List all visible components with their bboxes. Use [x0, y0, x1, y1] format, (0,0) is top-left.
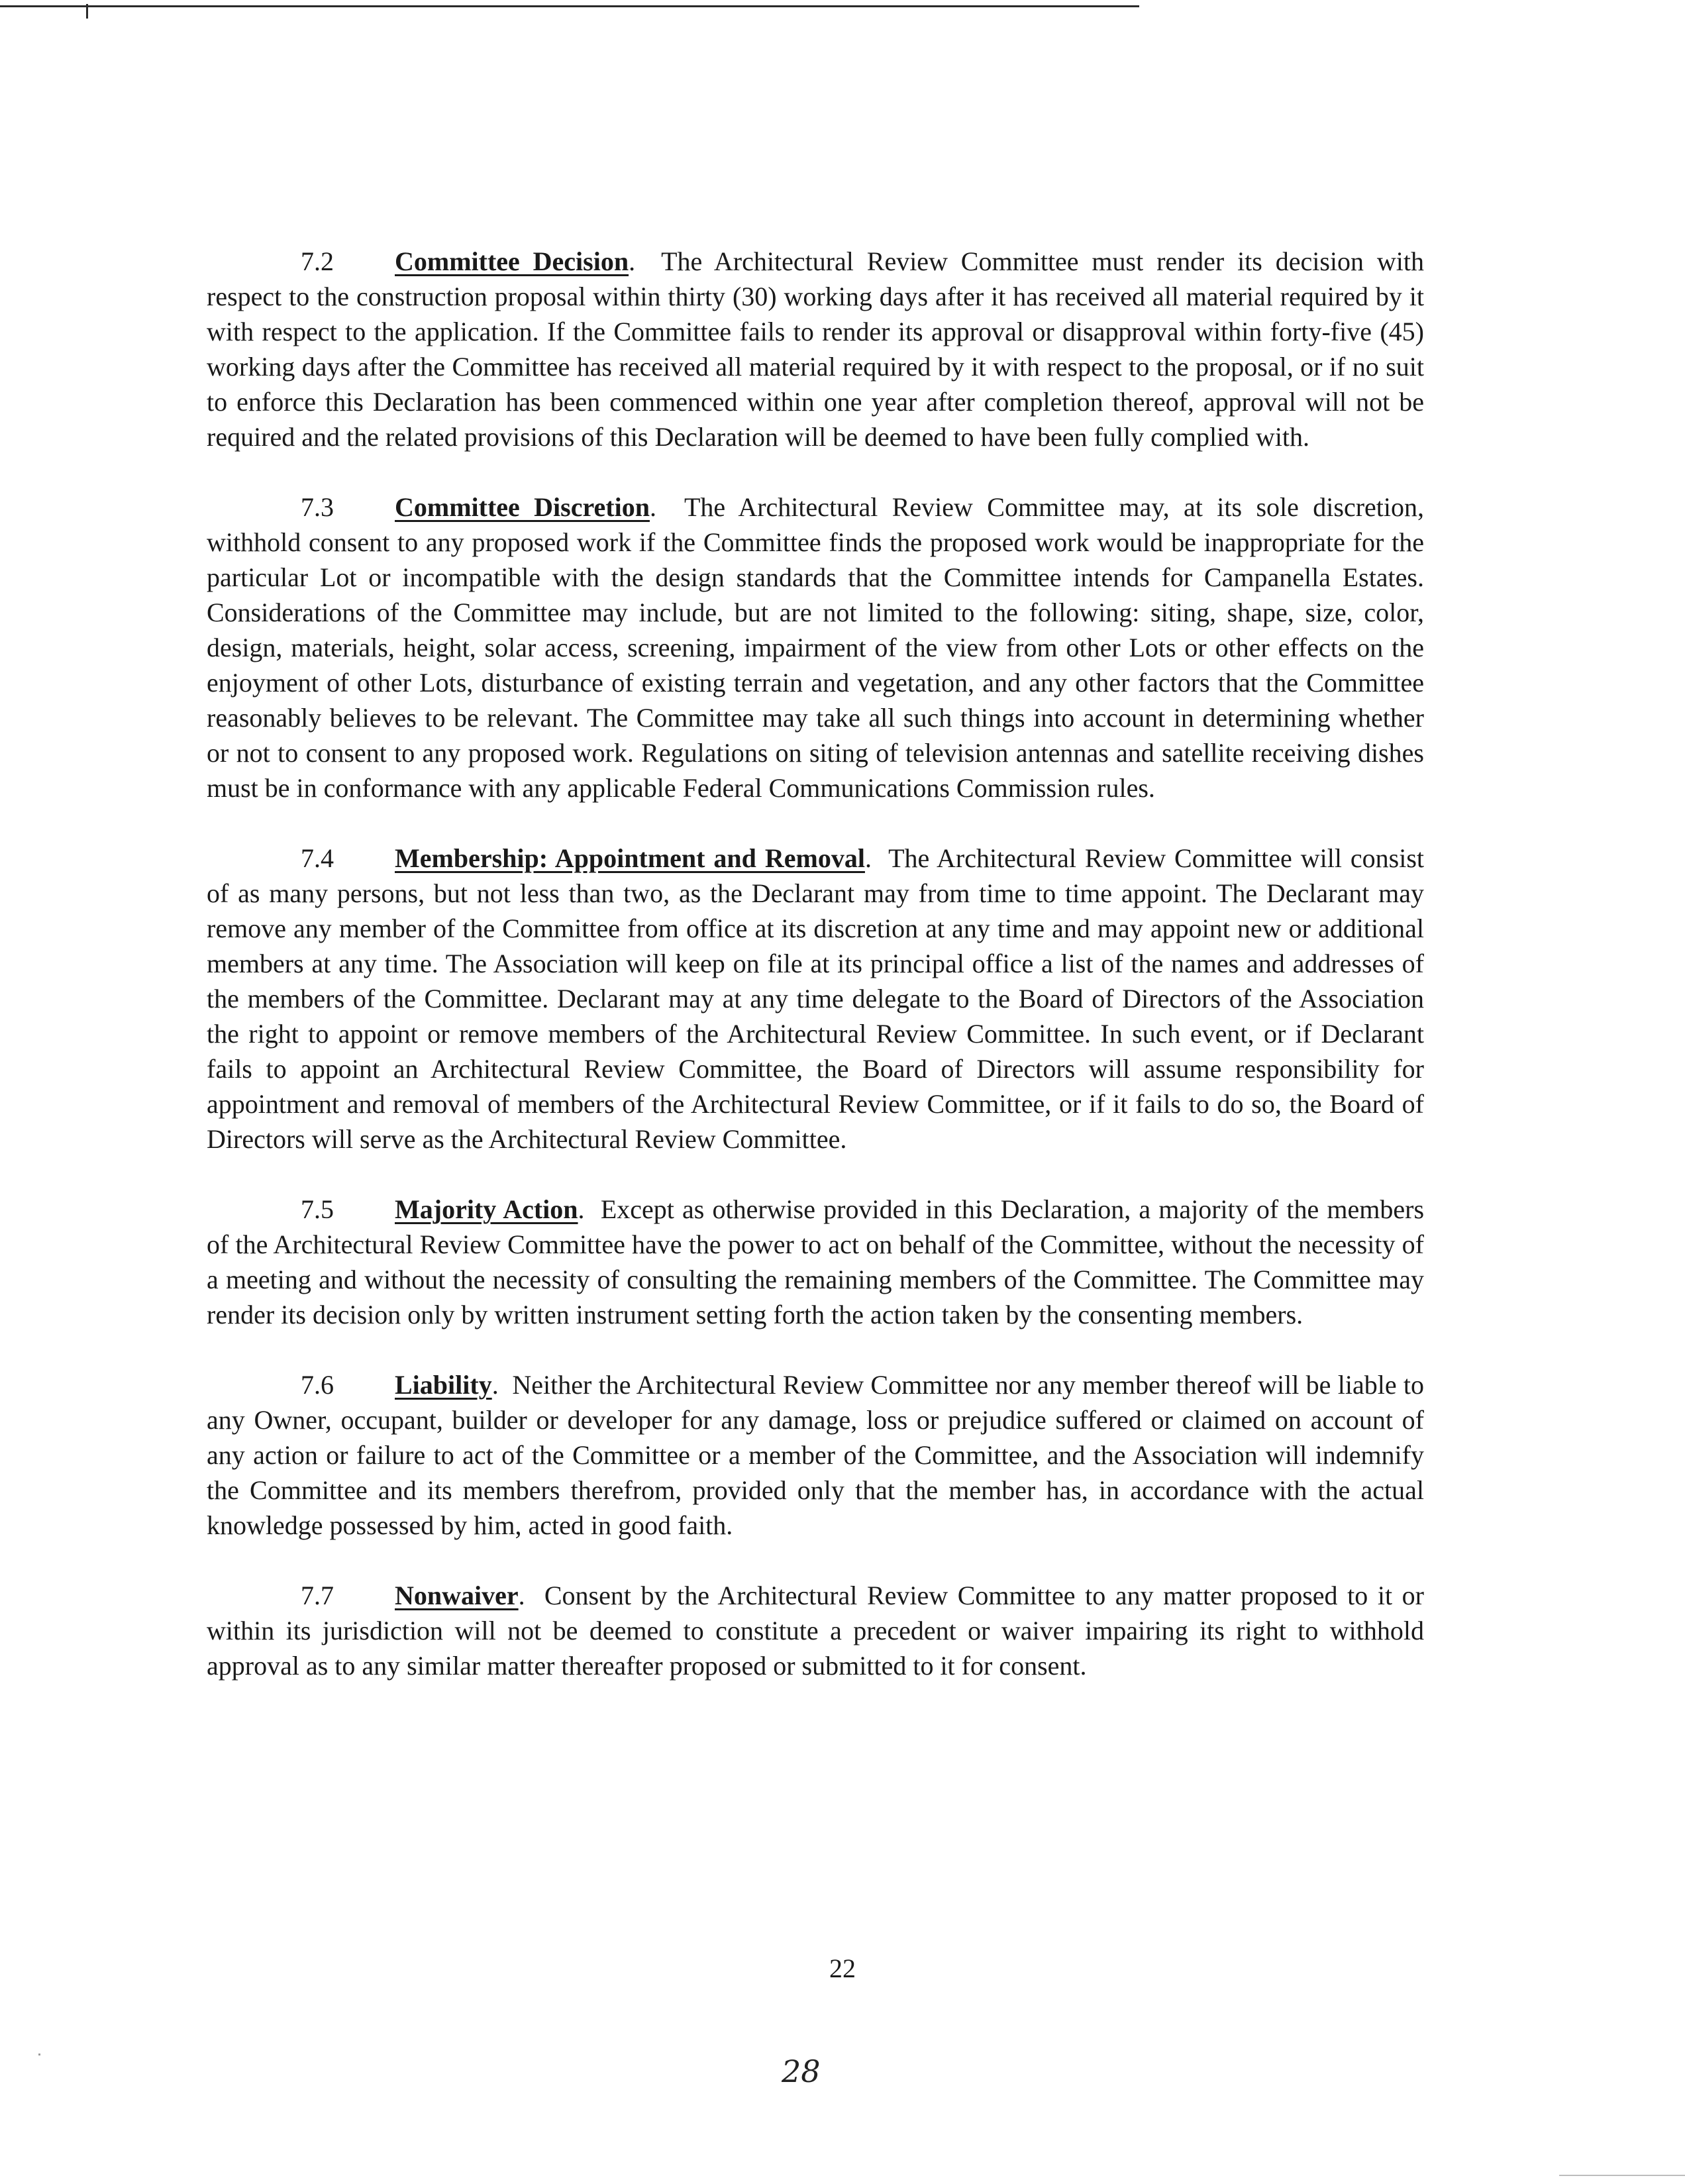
heading-period: . — [578, 1194, 585, 1224]
scan-edge-tick — [86, 4, 88, 19]
section-body: The Architectural Review Committee must render its decision with respect to the construction proposal within thirty (30) working days after it has received all material required by it with respect to the application. If the Committee fails to render its approval or disapproval within forty-five (45) working days after the Committee has received all material required by it with respect to the proposal, or if no suit to enforce this Declaration has been commenced within one year after completion thereof, approval will not be required and the related provisions of this Declaration will be deemed to have been fully complied with. — [207, 246, 1424, 452]
heading-period: . — [864, 843, 872, 873]
section-body: Except as otherwise provided in this Declaration, a majority of the members of the Architectural Review Committee have the power to act on behalf of the Committee, without the necessity of a meeting and without the necessity of consulting the remaining members of the Committee. The Committee may render its decision only by written instrument setting forth the action taken by the consenting members. — [207, 1194, 1425, 1329]
section-heading: Committee Decision — [395, 246, 629, 276]
heading-period: . — [518, 1581, 525, 1610]
section-7-5 — [207, 1192, 1424, 1332]
section-body: Consent by the Architectural Review Committee to any matter proposed to it or within its jurisdiction will not be deemed to constitute a precedent or waiver impairing its right to withhold approval as to any similar matter thereafter proposed or submitted to it for consent. — [207, 1581, 1424, 1681]
heading-period: . — [491, 1370, 499, 1400]
section-body: Neither the Architectural Review Committee nor any member thereof will be liable to any Owner, occupant, builder or developer for any damage, loss or prejudice suffered or claimed on account of any action or failure to act of the Committee or a member of the Committee, and the Association will indemnify the Committee and its members therefrom, provided only that the member has, in accordance with the actual knowledge possessed by him, acted in good faith. — [207, 1370, 1425, 1540]
section-7-6 — [207, 1367, 1424, 1543]
scan-edge-line — [0, 5, 1139, 7]
section-number: 7.3 — [301, 492, 334, 522]
section-body: The Architectural Review Committee will consist of as many persons, but not less than two, as the Declarant may from time to time appoint. The Declarant may remove any member of the Committee from office at its discretion at any time and may appoint new or additional members at any time. The Association will keep on file at its principal office a list of the names and addresses of the members of the Committee. Declarant may at any time delegate to the Board of Directors of the Association the right to appoint or remove members of the Architectural Review Committee. In such event, or if Declarant fails to appoint an Architectural Review Committee, the Board of Directors will assume responsibility for appointment and removal of members of the Architectural Review Committee, or if it fails to do so, the Board of Directors will serve as the Architectural Review Committee. — [207, 843, 1424, 1154]
document-page — [207, 244, 1424, 1718]
section-heading: Majority Action — [395, 1194, 578, 1224]
section-number: 7.5 — [301, 1194, 334, 1224]
section-7-7 — [207, 1578, 1424, 1683]
handwritten-page-mark: 28 — [782, 2054, 821, 2089]
section-7-4 — [207, 841, 1424, 1157]
heading-period: . — [629, 246, 636, 276]
scan-edge-mark — [1559, 2175, 1685, 2176]
section-7-2 — [207, 244, 1424, 454]
section-heading: Nonwaiver — [395, 1581, 519, 1610]
section-number: 7.2 — [301, 246, 334, 276]
page-number: 22 — [829, 1953, 856, 1983]
heading-period: . — [649, 492, 656, 522]
section-number: 7.7 — [301, 1581, 334, 1610]
section-7-3 — [207, 490, 1424, 806]
section-heading: Liability — [395, 1370, 492, 1400]
section-heading: Committee Discretion — [395, 492, 650, 522]
section-heading: Membership: Appointment and Removal — [395, 843, 865, 873]
section-body: The Architectural Review Committee may, at its sole discretion, withhold consent to any proposed work if the Committee finds the proposed work would be inappropriate for the particular Lot or incompatible with the design standards that the Committee intends for Campanella Estates. Considerations of the Committee may include, but are not limited to the following: siting, shape, size, color, design, materials, height, solar access, screening, impairment of the view from other Lots or other effects on the enjoyment of other Lots, disturbance of existing terrain and vegetation, and any other factors that the Committee reasonably believes to be relevant. The Committee may take all such things into account in determining whether or not to consent to any proposed work. Regulations on siting of television antennas and satellite receiving dishes must be in conformance with any applicable Federal Communications Commission rules. — [207, 492, 1424, 803]
section-number: 7.4 — [301, 843, 334, 873]
section-number: 7.6 — [301, 1370, 334, 1400]
scan-speck — [38, 2054, 40, 2055]
